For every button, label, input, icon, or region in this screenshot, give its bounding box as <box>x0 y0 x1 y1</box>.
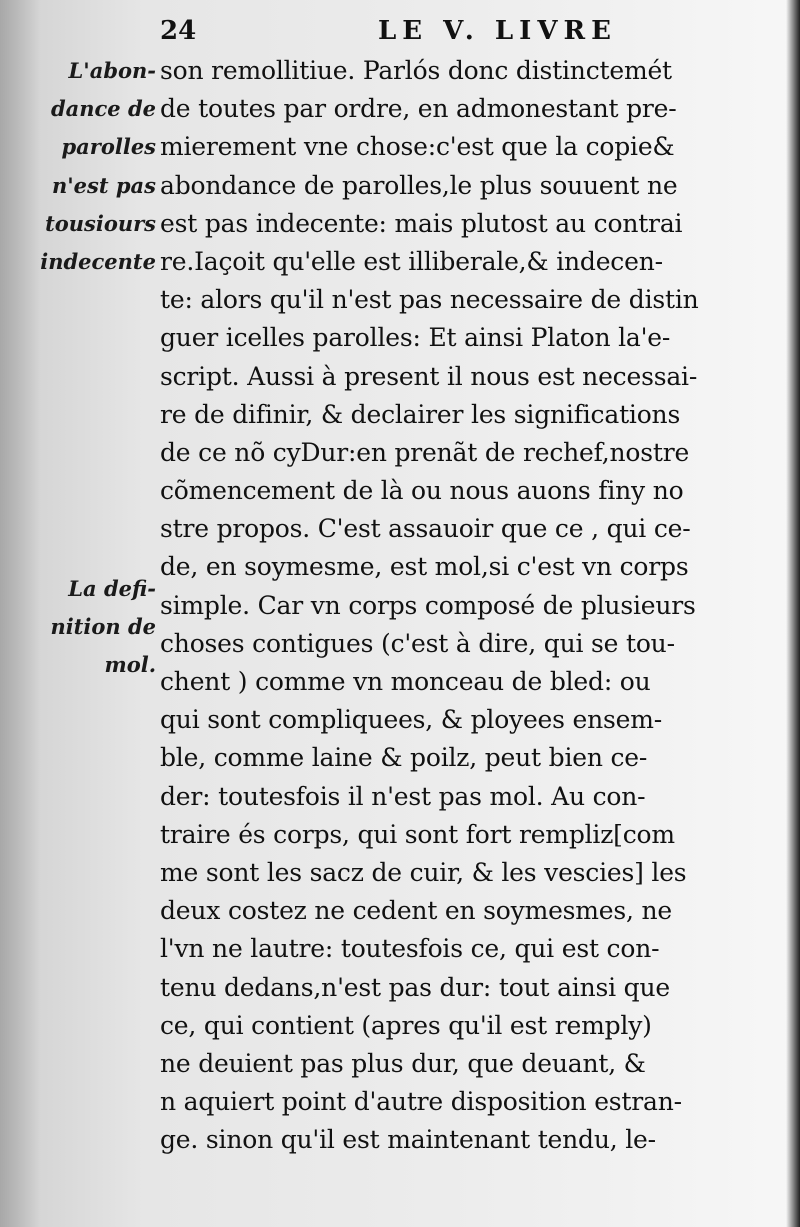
text-line: deux costez ne cedent en soymesmes, ne <box>160 896 673 926</box>
text-line: l'vn ne lautre: toutesfois ce, qui est con- <box>160 934 660 964</box>
text-line: me sont les sacz de cuir, & les vescies] les <box>160 857 687 887</box>
margin-note-line: L'abon- <box>68 58 156 83</box>
margin-note-line: n'est pas <box>51 172 156 198</box>
margin-note-line: tousiours <box>45 210 156 236</box>
page-number: 24 <box>160 16 197 46</box>
text-line: choses contigues (c'est à dire, qui se tou- <box>160 628 675 658</box>
text-line: ne deuient pas plus dur, que deuant, & <box>160 1048 646 1078</box>
text-line: re.Iaçoit qu'elle est illiberale,& indecen- <box>160 246 663 276</box>
text-line: der: toutesfois il n'est pas mol. Au con- <box>160 781 646 811</box>
page-header <box>160 14 780 48</box>
text-line: n aquiert point d'autre disposition estran- <box>160 1087 682 1117</box>
text-line: ge. sinon qu'il est maintenant tendu, le- <box>160 1125 656 1155</box>
text-line: de ce nõ cyDur:en prenãt de rechef,nostre <box>160 437 690 467</box>
text-line: de, en soymesme, est mol,si c'est vn corps <box>160 552 689 582</box>
margin-note-definition <box>18 570 156 685</box>
margin-note-abondance <box>18 52 156 281</box>
text-line: re de difinir, & declairer les significations <box>160 399 681 429</box>
text-line: te: alors qu'il n'est pas necessaire de distin <box>160 285 699 315</box>
text-line: traire és corps, qui sont fort rempliz[com <box>160 819 675 849</box>
text-line: de toutes par ordre, en admonestant pre- <box>160 94 677 124</box>
text-line: tenu dedans,n'est pas dur: tout ainsi que <box>160 972 670 1002</box>
text-line: abondance de parolles,le plus souuent ne <box>160 170 678 200</box>
text-line: est pas indecente: mais plutost au contrai <box>160 208 683 238</box>
text-line: qui sont compliquees, & ployees ensem- <box>160 705 663 735</box>
running-title: LE V. LIVRE <box>378 16 617 46</box>
margin-note-line: mol. <box>104 652 156 678</box>
margin-note-line: La defi- <box>68 576 156 601</box>
text-line: simple. Car vn corps composé de plusieurs <box>160 590 696 620</box>
margin-note-line: parolles <box>61 134 156 160</box>
text-line: script. Aussi à present il nous est necessai- <box>160 361 698 391</box>
margin-note-line: indecente <box>40 248 156 274</box>
body-text <box>160 52 788 1159</box>
text-line: chent ) comme vn monceau de bled: ou <box>160 667 651 696</box>
text-line: guer icelles parolles: Et ainsi Platon la'e- <box>160 323 671 353</box>
text-line: cõmencement de là ou nous auons finy no <box>160 476 684 506</box>
text-line: stre propos. C'est assauoir que ce , qui ce- <box>160 514 691 544</box>
text-line: mierement vne chose:c'est que la copie& <box>160 132 675 162</box>
page-edge-shadow <box>786 0 800 1227</box>
margin-note-line: dance de <box>50 96 156 122</box>
text-line: son remollitiue. Parlós donc distinctemét <box>160 56 672 85</box>
text-line: ce, qui contient (apres qu'il est remply) <box>160 1010 652 1040</box>
text-line: ble, comme laine & poilz, peut bien ce- <box>160 743 648 773</box>
margin-note-line: nition de <box>50 614 156 640</box>
